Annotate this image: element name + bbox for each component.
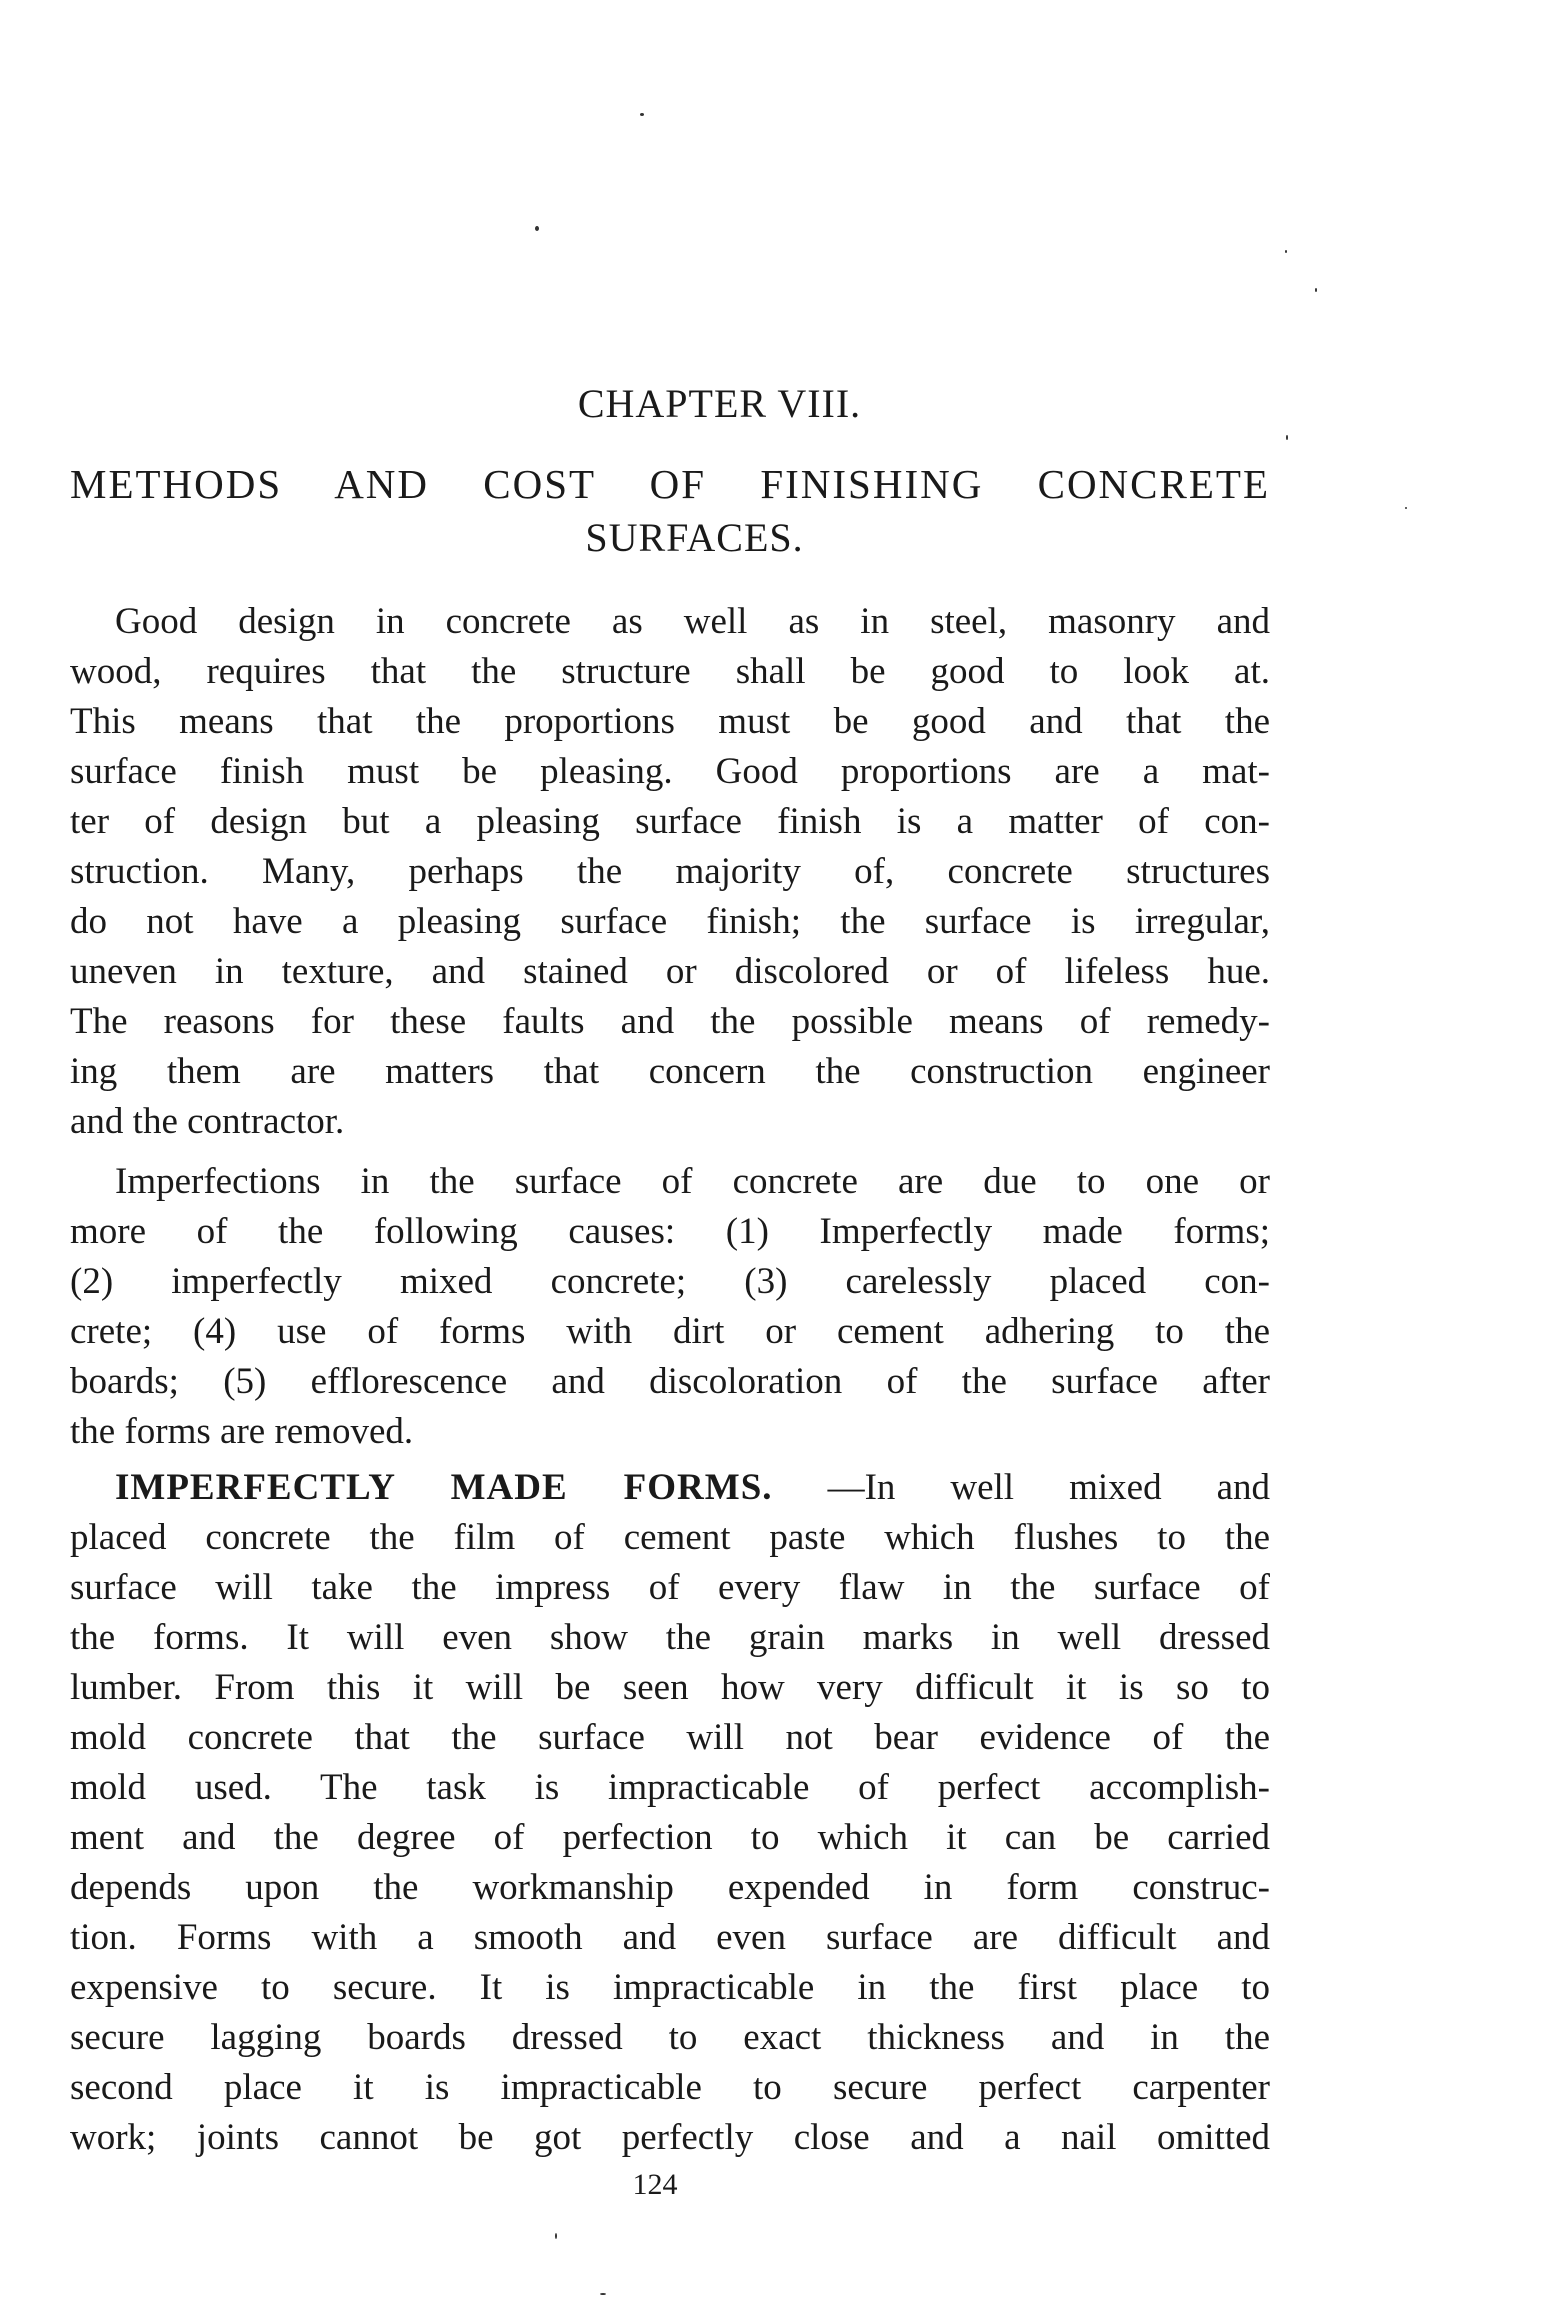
text-line: uneven in texture, and stained or discolored or of lifeless hue. — [70, 951, 1270, 992]
section-heading: IMPERFECTLY MADE FORMS. — [115, 1467, 773, 1508]
text-line: do not have a pleasing surface finish; the surface is irregular, — [70, 901, 1270, 942]
scan-speck — [1286, 435, 1288, 440]
text-line — [115, 1466, 1270, 1510]
scan-speck — [600, 2293, 606, 2295]
text-line: crete; (4) use of forms with dirt or cement adhering to the — [70, 1311, 1270, 1352]
text-line: boards; (5) efflorescence and discoloration of the surface after — [70, 1361, 1270, 1402]
text-line: second place it is impracticable to secure perfect carpenter — [70, 2067, 1270, 2108]
text-line: the forms. It will even show the grain marks in well dressed — [70, 1617, 1270, 1658]
text-line: wood, requires that the structure shall be good to look at. — [70, 651, 1270, 692]
text-line: the forms are removed. — [70, 1411, 414, 1452]
text-line: expensive to secure. It is impracticable in the first place to — [70, 1967, 1270, 2008]
text-line: surface will take the impress of every flaw in the surface of — [70, 1567, 1270, 1608]
text-line: The reasons for these faults and the possible means of remedy- — [70, 1001, 1270, 1042]
scan-speck — [535, 226, 539, 231]
chapter-title-line-1: METHODS AND COST OF FINISHING CONCRETE — [70, 461, 1270, 507]
text-line: tion. Forms with a smooth and even surface are difficult and — [70, 1917, 1270, 1958]
page-number: 124 — [632, 2168, 678, 2201]
text-line: more of the following causes: (1) Imperfectly made forms; — [70, 1211, 1270, 1252]
scan-speck — [555, 2233, 557, 2239]
text-line: (2) imperfectly mixed concrete; (3) carelessly placed con- — [70, 1261, 1270, 1302]
scan-speck — [1315, 288, 1317, 292]
text-line: lumber. From this it will be seen how very difficult it is so to — [70, 1667, 1270, 1708]
text-line: ter of design but a pleasing surface finish is a matter of con- — [70, 801, 1270, 842]
text-line: placed concrete the film of cement paste which flushes to the — [70, 1517, 1270, 1558]
text-line: work; joints cannot be got perfectly close and a nail omitted — [70, 2117, 1270, 2158]
text-line: ment and the degree of perfection to which it can be carried — [70, 1817, 1270, 1858]
text-line: depends upon the workmanship expended in form construc- — [70, 1867, 1270, 1908]
scan-speck — [1285, 250, 1287, 253]
text-line: struction. Many, perhaps the majority of, concrete structures — [70, 851, 1270, 892]
text-line: and the contractor. — [70, 1101, 345, 1142]
text-line: mold concrete that the surface will not bear evidence of the — [70, 1717, 1270, 1758]
chapter-number: CHAPTER VIII. — [577, 381, 862, 426]
text-line: surface finish must be pleasing. Good proportions are a mat- — [70, 751, 1270, 792]
text-line: Imperfections in the surface of concrete are due to one or — [115, 1161, 1270, 1202]
text-line: Good design in concrete as well as in steel, masonry and — [115, 601, 1270, 642]
text-line: mold used. The task is impracticable of perfect accomplish- — [70, 1767, 1270, 1808]
text-line: secure lagging boards dressed to exact thickness and in the — [70, 2017, 1270, 2058]
text-line: ing them are matters that concern the construction engineer — [70, 1051, 1270, 1092]
chapter-title-line-2: SURFACES. — [585, 515, 804, 560]
scan-speck — [1405, 507, 1407, 509]
text-run: —In well mixed and — [827, 1467, 1271, 1508]
text-line: This means that the proportions must be good and that the — [70, 701, 1270, 742]
scan-speck — [640, 113, 644, 116]
